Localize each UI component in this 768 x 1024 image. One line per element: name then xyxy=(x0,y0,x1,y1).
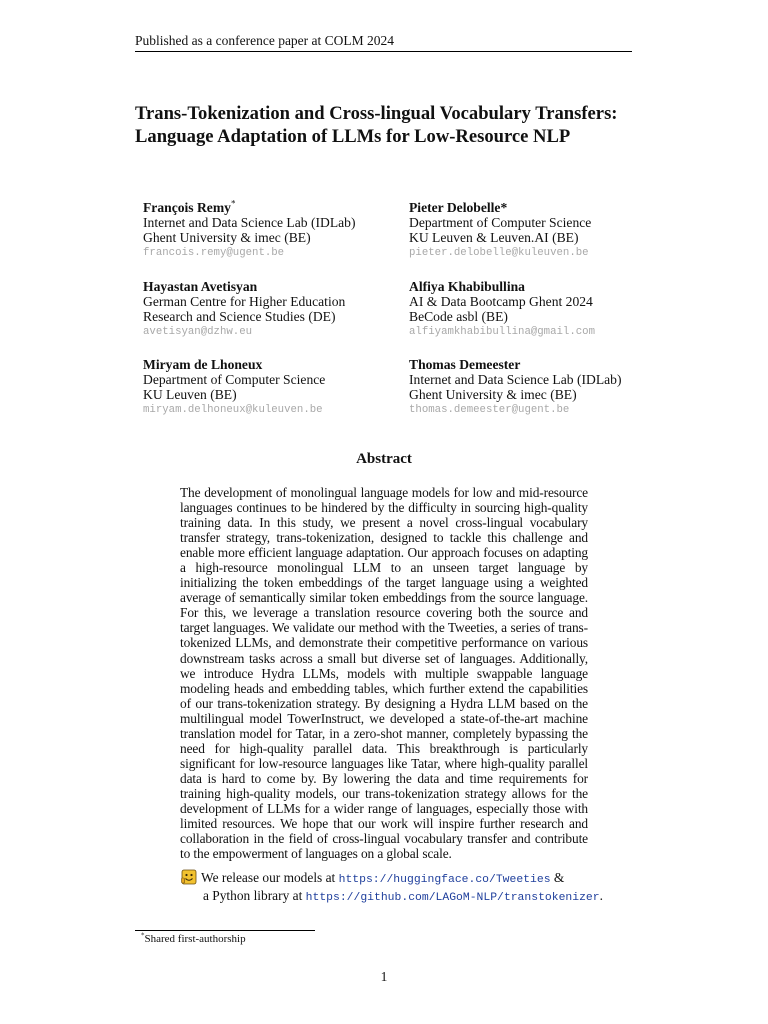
author-affiliation: Ghent University & imec (BE) xyxy=(409,387,577,402)
author-block xyxy=(409,279,595,340)
title-line-2: Language Adaptation of LLMs for Low-Resource NLP xyxy=(135,126,571,147)
author-name: Hayastan Avetisyan xyxy=(143,279,258,294)
release-period: . xyxy=(599,888,603,903)
author-name: Alfiya Khabibullina xyxy=(409,279,525,294)
author-affiliation: Research and Science Studies (DE) xyxy=(143,309,336,324)
author-block xyxy=(143,279,345,340)
author-affiliation: KU Leuven (BE) xyxy=(143,387,237,402)
author-affiliation: Department of Computer Science xyxy=(143,372,326,387)
author-affiliation: KU Leuven & Leuven.AI (BE) xyxy=(409,230,579,245)
release-amp: & xyxy=(553,870,565,885)
footnote-rule xyxy=(135,930,315,931)
author-block xyxy=(143,357,325,418)
abstract-body: The development of monolingual language models for low and mid-resource languages continues to be hindered by the difficulty in sourcing high-quality training data. In this study, we present a novel cross-lingual vocabulary transfer strategy, trans-tokenization, designed to tackle this challenge and enable more efficient language adaptation. Our approach focuses on adapting a high-resource monolingual LLM to an unseen target language by initializing the token embeddings of the target language using a weighted average of semantically similar token embeddings from the source language. For this, we leverage a translation resource covering both the source and target languages. We validate our method with the Tweeties, a series of trans-tokenized LLMs, and demonstrate their competitive performance on various downstream tasks across a small but diverse set of languages. Additionally, we introduce Hydra LLMs, models with multiple swappable language modeling heads and embedding tables, which further extend the capabilities of our trans-tokenization strategy. By designing a Hydra LLM based on the multilingual model TowerInstruct, we developed a state-of-the-art machine translation model for Tatar, in a zero-shot manner, completely bypassing the need for high-quality parallel data. This breakthrough is particularly significant for low-resource languages like Tatar, where high-quality parallel data is hard to come by. By lowering the data and time requirements for training high-quality models, our trans-tokenization strategy allows for the development of LLMs for a wider range of languages, especially those with limited resources. We hope that our work will inspire further research and collaboration in the field of cross-lingual vocabulary transfer and contribute to the empowerment of languages on a global scale. xyxy=(180,485,588,862)
footnote-text: Shared first-authorship xyxy=(144,933,246,945)
author-affiliation: German Centre for Higher Education xyxy=(143,294,346,309)
hugging-face-icon xyxy=(181,869,197,885)
library-link[interactable]: https://github.com/LAGoM-NLP/transtokenizer xyxy=(305,892,600,904)
author-email[interactable]: francois.remy@ugent.be xyxy=(143,247,285,259)
author-block xyxy=(409,200,591,261)
author-email[interactable]: alfiyamkhabibullina@gmail.com xyxy=(409,326,595,338)
author-email[interactable]: pieter.delobelle@kuleuven.be xyxy=(409,247,589,259)
models-link[interactable]: https://huggingface.co/Tweeties xyxy=(338,874,551,886)
release-note xyxy=(181,869,611,906)
author-name: Pieter Delobelle* xyxy=(409,200,508,215)
footnote-mark: * xyxy=(141,931,145,940)
author-name: François Remy xyxy=(143,200,231,215)
author-affiliation: Internet and Data Science Lab (IDLab) xyxy=(143,215,356,230)
author-block xyxy=(143,200,355,261)
author-affiliation: Internet and Data Science Lab (IDLab) xyxy=(409,372,622,387)
author-affiliation: Department of Computer Science xyxy=(409,215,592,230)
author-name: Thomas Demeester xyxy=(409,357,521,372)
release-prefix: We release our models at xyxy=(201,870,336,885)
paper-title xyxy=(135,102,655,148)
author-affiliation: BeCode asbl (BE) xyxy=(409,309,508,324)
author-name: Miryam de Lhoneux xyxy=(143,357,263,372)
header-rule xyxy=(135,51,632,52)
running-head: Published as a conference paper at COLM 2024 xyxy=(135,33,395,48)
author-mark: * xyxy=(230,198,236,209)
author-affiliation: AI & Data Bootcamp Ghent 2024 xyxy=(409,294,593,309)
author-affiliation: Ghent University & imec (BE) xyxy=(143,230,311,245)
page-number: 1 xyxy=(380,969,388,984)
author-block xyxy=(409,357,621,418)
footnote xyxy=(141,933,246,945)
title-line-1: Trans-Tokenization and Cross-lingual Vocabulary Transfers: xyxy=(135,103,618,124)
abstract-heading: Abstract xyxy=(356,451,412,467)
author-email[interactable]: thomas.demeester@ugent.be xyxy=(409,404,570,416)
library-prefix: a Python library at xyxy=(203,888,303,903)
author-email[interactable]: miryam.delhoneux@kuleuven.be xyxy=(143,404,323,416)
author-email[interactable]: avetisyan@dzhw.eu xyxy=(143,326,253,338)
